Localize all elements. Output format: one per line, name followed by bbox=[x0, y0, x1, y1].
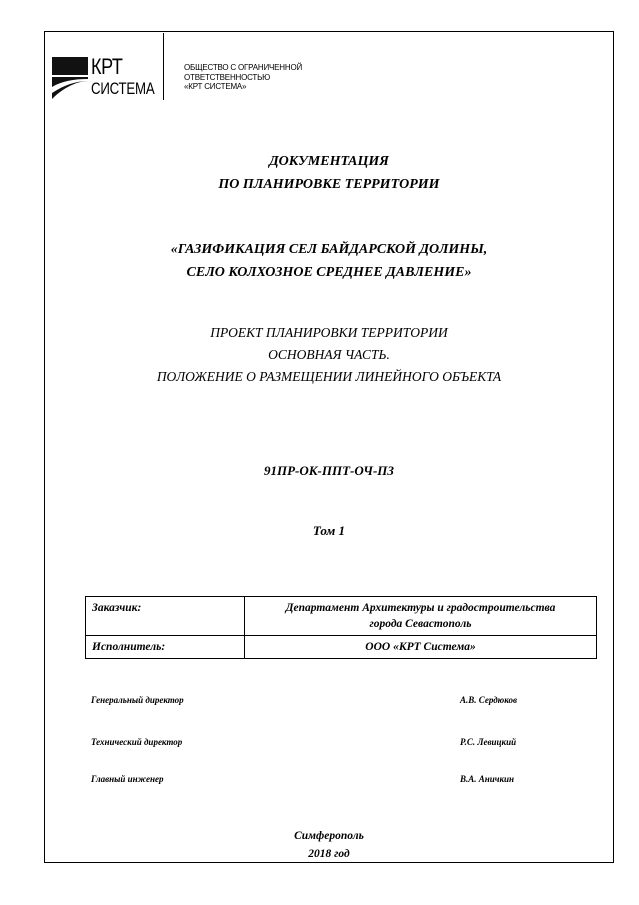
company-line: ОБЩЕСТВО С ОГРАНИЧЕННОЙ bbox=[184, 63, 303, 72]
company-name bbox=[184, 63, 302, 92]
contractor-value bbox=[245, 636, 597, 659]
section-title-line: ПОЛОЖЕНИЕ О РАЗМЕЩЕНИИ ЛИНЕЙНОГО ОБЪЕКТА bbox=[156, 369, 502, 384]
project-name-line: «ГАЗИФИКАЦИЯ СЕЛ БАЙДАРСКОЙ ДОЛИНЫ, bbox=[170, 242, 488, 257]
section-title-line: ПРОЕКТ ПЛАНИРОВКИ ТЕРРИТОРИИ bbox=[210, 325, 448, 340]
document-code: 91ПР-ОК-ППТ-ОЧ-ПЗ bbox=[263, 463, 395, 478]
company-line: «КРТ СИСТЕМА» bbox=[184, 82, 247, 91]
signature-name: Р.С. Левицкий bbox=[460, 737, 517, 747]
signature-name: В.А. Аничкин bbox=[460, 774, 515, 784]
project-name-line: СЕЛО КОЛХОЗНОЕ СРЕДНЕЕ ДАВЛЕНИЕ» bbox=[186, 265, 472, 280]
company-logo-icon bbox=[52, 57, 88, 99]
table-row bbox=[86, 597, 597, 636]
signature-role: Главный инженер bbox=[91, 774, 164, 784]
signature-role: Технический директор bbox=[91, 737, 183, 747]
customer-value-line: города Севастополь bbox=[369, 618, 472, 630]
document-title-line: ПО ПЛАНИРОВКЕ ТЕРРИТОРИИ bbox=[218, 177, 440, 192]
logo-text-sistema: СИСТЕМА bbox=[91, 79, 155, 98]
document-title bbox=[44, 150, 614, 196]
section-title-line: ОСНОВНАЯ ЧАСТЬ. bbox=[268, 347, 390, 362]
footer-city: Симферополь bbox=[294, 830, 364, 842]
document-title-line: ДОКУМЕНТАЦИЯ bbox=[269, 154, 389, 169]
project-name bbox=[44, 238, 614, 284]
company-line: ОТВЕТСТВЕННОСТЬЮ bbox=[184, 72, 271, 82]
contractor-label: Исполнитель: bbox=[86, 636, 245, 659]
signature-name: А.В. Сердюков bbox=[460, 695, 517, 705]
info-table bbox=[85, 596, 597, 659]
section-title bbox=[44, 322, 614, 388]
logo-text-kpt: КРТ bbox=[91, 54, 123, 79]
customer-value-line: Департамент Архитектуры и градостроительства bbox=[285, 602, 556, 614]
customer-label: Заказчик: bbox=[86, 597, 245, 636]
footer bbox=[44, 827, 614, 863]
footer-year: 2018 год bbox=[308, 848, 350, 860]
contractor-value-line: ООО «КРТ Система» bbox=[365, 641, 476, 653]
signature-role: Генеральный директор bbox=[91, 695, 184, 705]
volume-label: Том 1 bbox=[312, 523, 346, 538]
header-divider bbox=[163, 33, 164, 100]
customer-value bbox=[245, 597, 597, 636]
table-row bbox=[86, 636, 597, 659]
